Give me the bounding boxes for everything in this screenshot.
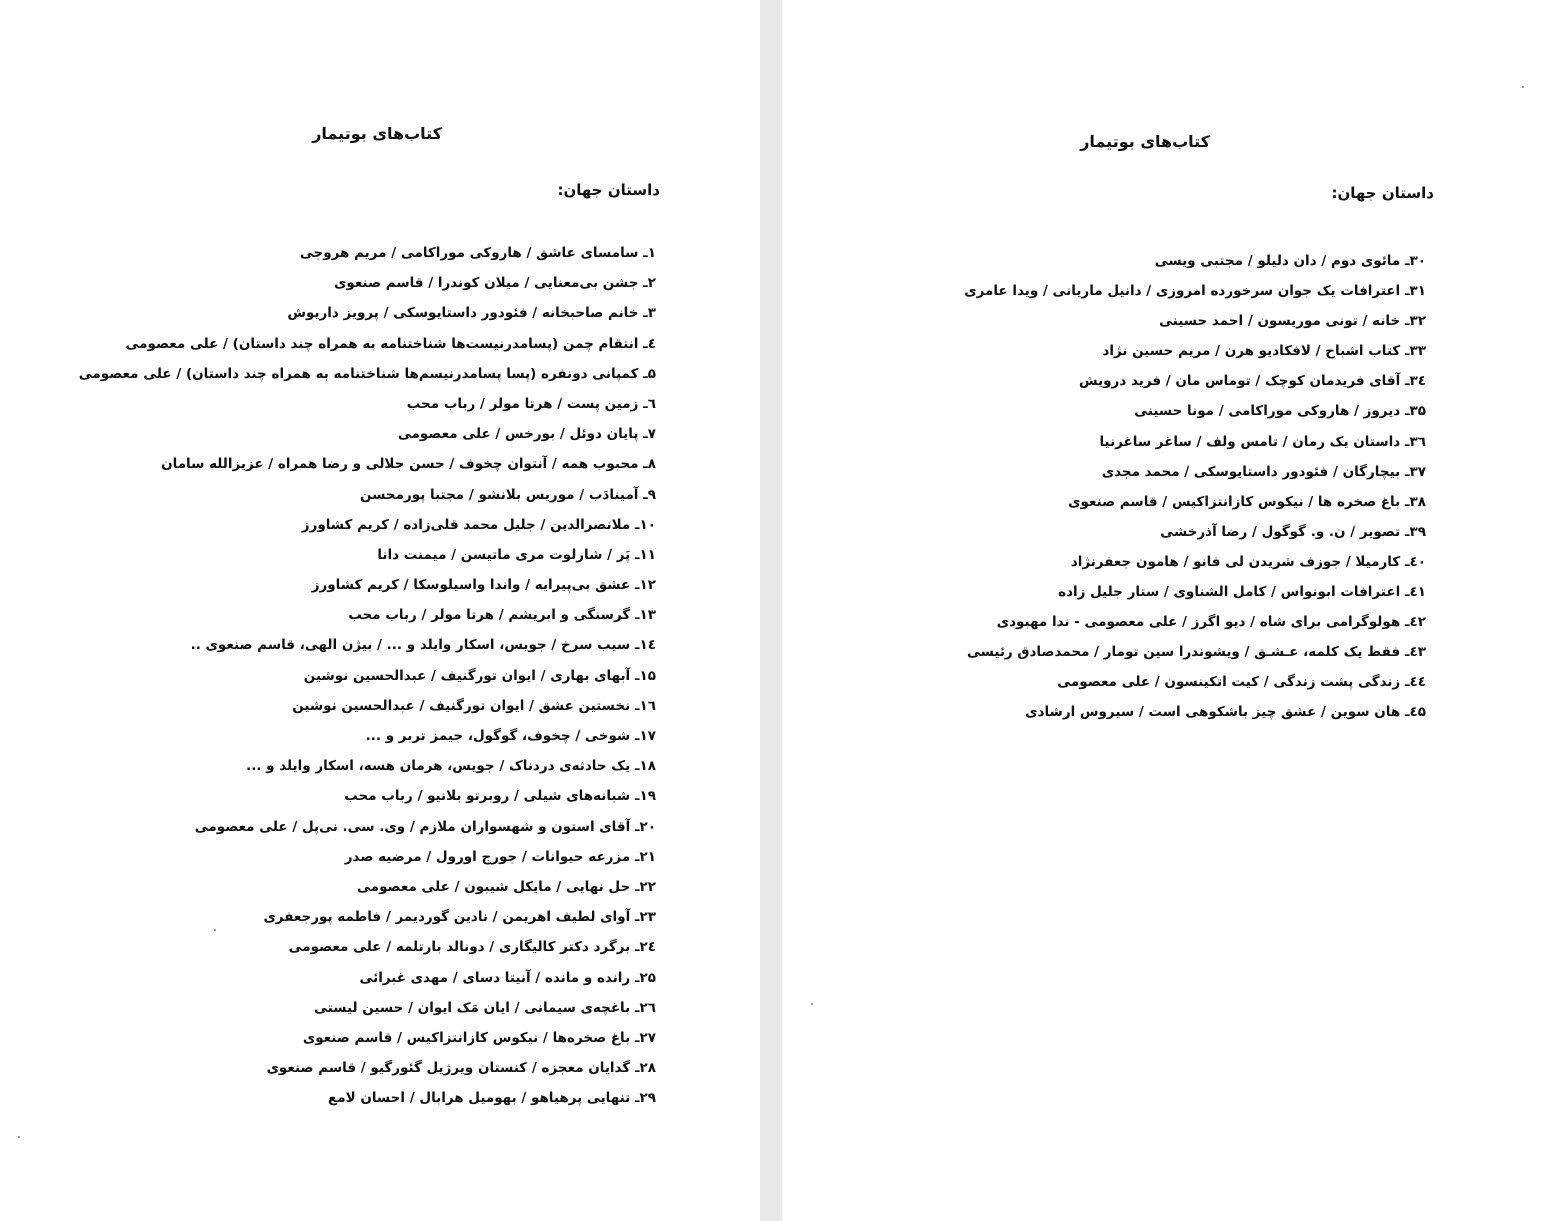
list-item: ٤۰ـ کارمیلا / جوزف شریدن لی فانو / هامون جعفرنژاد xyxy=(1070,553,1426,570)
scan-speck xyxy=(811,1003,813,1005)
list-item: ۱۷ـ شوخی / چخوف، گوگول، جیمز تربر و ... xyxy=(365,728,656,744)
list-item: ۳۷ـ بیچارگان / فئودور داستایوسکی / محمد مجدی xyxy=(1101,463,1426,480)
list-item: ۲۰ـ آقای استون و شهسواران ملازم / وی. سی. نی‌پل / علی معصومی xyxy=(194,818,656,835)
list-item: ۱۲ـ عشق بی‌پیرایه / واندا واسیلوسکا / کریم کشاورز xyxy=(311,577,656,594)
list-item: ۲۷ـ باغ صخره‌ها / نیکوس کازانتزاکیس / قاسم صنعوی xyxy=(302,1029,656,1046)
list-item: ۱٦ـ نخستین عشق / ایوان تورگنیف / عبدالحسین نوشین xyxy=(292,697,656,714)
list-item: ۱٤ـ سیب سرخ / جویس، اسکار وایلد و ... / بیژن الهی، قاسم صنعوی .. xyxy=(190,637,656,654)
list-item: ۲ـ جشن بی‌معنایی / میلان کوندرا / قاسم صنعوی xyxy=(334,275,656,292)
book-series-title: کتاب‌های بوتیمار xyxy=(1080,132,1210,151)
book-list xyxy=(964,246,1426,728)
page-right xyxy=(782,0,1544,1221)
list-item: ۲۱ـ مزرعه حیوانات / جورج اورول / مرضیه صدر xyxy=(344,848,656,865)
list-item: ٤۵ـ هان سوین / عشق چیز باشکوهی است / سیروس ارشادی xyxy=(1025,704,1426,721)
list-item: ۸ـ محبوب همه / آنتوان چخوف / حسن جلالی و رضا همراه / عزیزالله سامان xyxy=(161,456,656,473)
list-item: ٤ـ انتقام چمن (پسامدرنیست‌ها شناختنامه به همراه چند داستان) / علی معصومی xyxy=(125,335,656,352)
book-list xyxy=(79,238,656,1113)
list-item: ٤۳ـ فقط یک کلمه، عـشـق / ویشوندرا سین تومار / محمدصادق رئیسی xyxy=(966,644,1426,661)
list-item: ۳۸ـ باغ صخره ها / نیکوس کازانتزاکیس / قاسم صنعوی xyxy=(1068,493,1426,510)
list-item: ۳۱ـ اعترافات یک جوان سرخورده امروزی / دانیل ماریانی / ویدا عامری xyxy=(964,283,1426,300)
book-series-title: کتاب‌های بوتیمار xyxy=(312,124,442,143)
list-item: ۲٤ـ برگرد دکتر کالیگاری / دونالد بارتلمه / علی معصومی xyxy=(288,939,656,956)
scan-speck xyxy=(1522,86,1524,88)
list-item: ۳۰ـ مائوی دوم / دان دلیلو / مجتبی ویسی xyxy=(1154,253,1426,269)
list-item: ۱۳ـ گرسنگی و ابریشم / هرتا مولر / رباب محب xyxy=(348,607,656,624)
list-item: ۳٦ـ داستان یک رمان / تامس ولف / ساغر ساغرنیا xyxy=(1099,433,1426,450)
scan-speck xyxy=(214,929,216,931)
section-heading: داستان جهان: xyxy=(557,181,660,199)
scan-speck xyxy=(18,1136,20,1138)
list-item: ۳ـ خانم صاحبخانه / فئودور داستایوسکی / پرویز داریوش xyxy=(287,305,656,322)
list-item: ٤٤ـ زندگی پشت زندگی / کیت اتکینسون / علی معصومی xyxy=(1057,674,1426,691)
list-item: ۲۹ـ تنهایی پرهیاهو / بهومیل هرابال / احسان لامع xyxy=(328,1090,656,1107)
list-item: ۲٦ـ باغچه‌ی سیمانی / ایان مَک ایوان / حسین لیستی xyxy=(314,999,656,1016)
list-item: ۳٤ـ آقای فریدمان کوچک / توماس مان / فرید درویش xyxy=(1079,373,1426,390)
list-item: ۱۱ـ پَر / شارلوت مری ماتیسن / میمنت دانا xyxy=(377,546,656,563)
list-item: ٦ـ زمین پست / هرتا مولر / رباب محب xyxy=(406,395,656,412)
list-item: ۲۳ـ آوای لطیف اهریمن / نادین گوردیمر / فاطمه پورجعفری xyxy=(263,909,656,926)
list-item: ۳۹ـ تصویر / ن. و. گوگول / رضا آذرخشی xyxy=(1160,523,1426,540)
list-item: ۱۸ـ یک حادثه‌ی دردناک / جویس، هرمان هسه، اسکار وایلد و ... xyxy=(246,758,656,775)
page-left xyxy=(0,0,760,1221)
list-item: ۵ـ کمپانی دونفره (پسا پسامدرنیسم‌ها شناختنامه به همراه چند داستان) / علی معصومی xyxy=(78,365,656,382)
list-item: ۳۳ـ کتاب اشباح / لافکادیو هرن / مریم حسین نژاد xyxy=(1102,343,1426,360)
list-item: ۱۰ـ ملانصرالدین / جلیل محمد قلی‌زاده / کریم کشاورز xyxy=(301,516,656,533)
list-item: ٤۲ـ هولوگرامی برای شاه / دیو اگرز / علی معصومی - ندا مهبودی xyxy=(996,614,1426,631)
section-heading: داستان جهان: xyxy=(1331,184,1434,202)
list-item: ۹ـ آمینادَب / موریس بلانشو / مجتبا پورمحسن xyxy=(360,486,656,503)
list-item: ۳۲ـ خانه / تونی موریسون / احمد حسینی xyxy=(1159,313,1426,330)
list-item: ٤۱ـ اعترافات ابونواس / کامل الشناوی / ستار جلیل زاده xyxy=(1058,584,1426,601)
list-item: ۷ـ پایان دوئل / بورخس / علی معصومی xyxy=(397,426,656,443)
list-item: ۳۵ـ دیروز / هاروکی موراکامی / مونا حسینی xyxy=(1134,403,1426,420)
list-item: ۲۵ـ رانده و مانده / آنیتا دسای / مهدی غبرائی xyxy=(359,969,656,986)
list-item: ۱۵ـ آبهای بهاری / ایوان تورگنیف / عبدالحسین نوشین xyxy=(303,667,656,684)
list-item: ۱۹ـ شبانه‌های شیلی / روبرتو بلانیو / رباب محب xyxy=(344,788,656,805)
list-item: ۲۸ـ گدایان معجزه / کنستان ویرژیل گئورگیو / قاسم صنعوی xyxy=(266,1060,656,1077)
list-item: ۱ـ سامسای عاشق / هاروکی موراکامی / مریم هروجی xyxy=(299,245,656,261)
list-item: ۲۲ـ حل نهایی / مایکل شیبون / علی معصومی xyxy=(357,878,656,895)
